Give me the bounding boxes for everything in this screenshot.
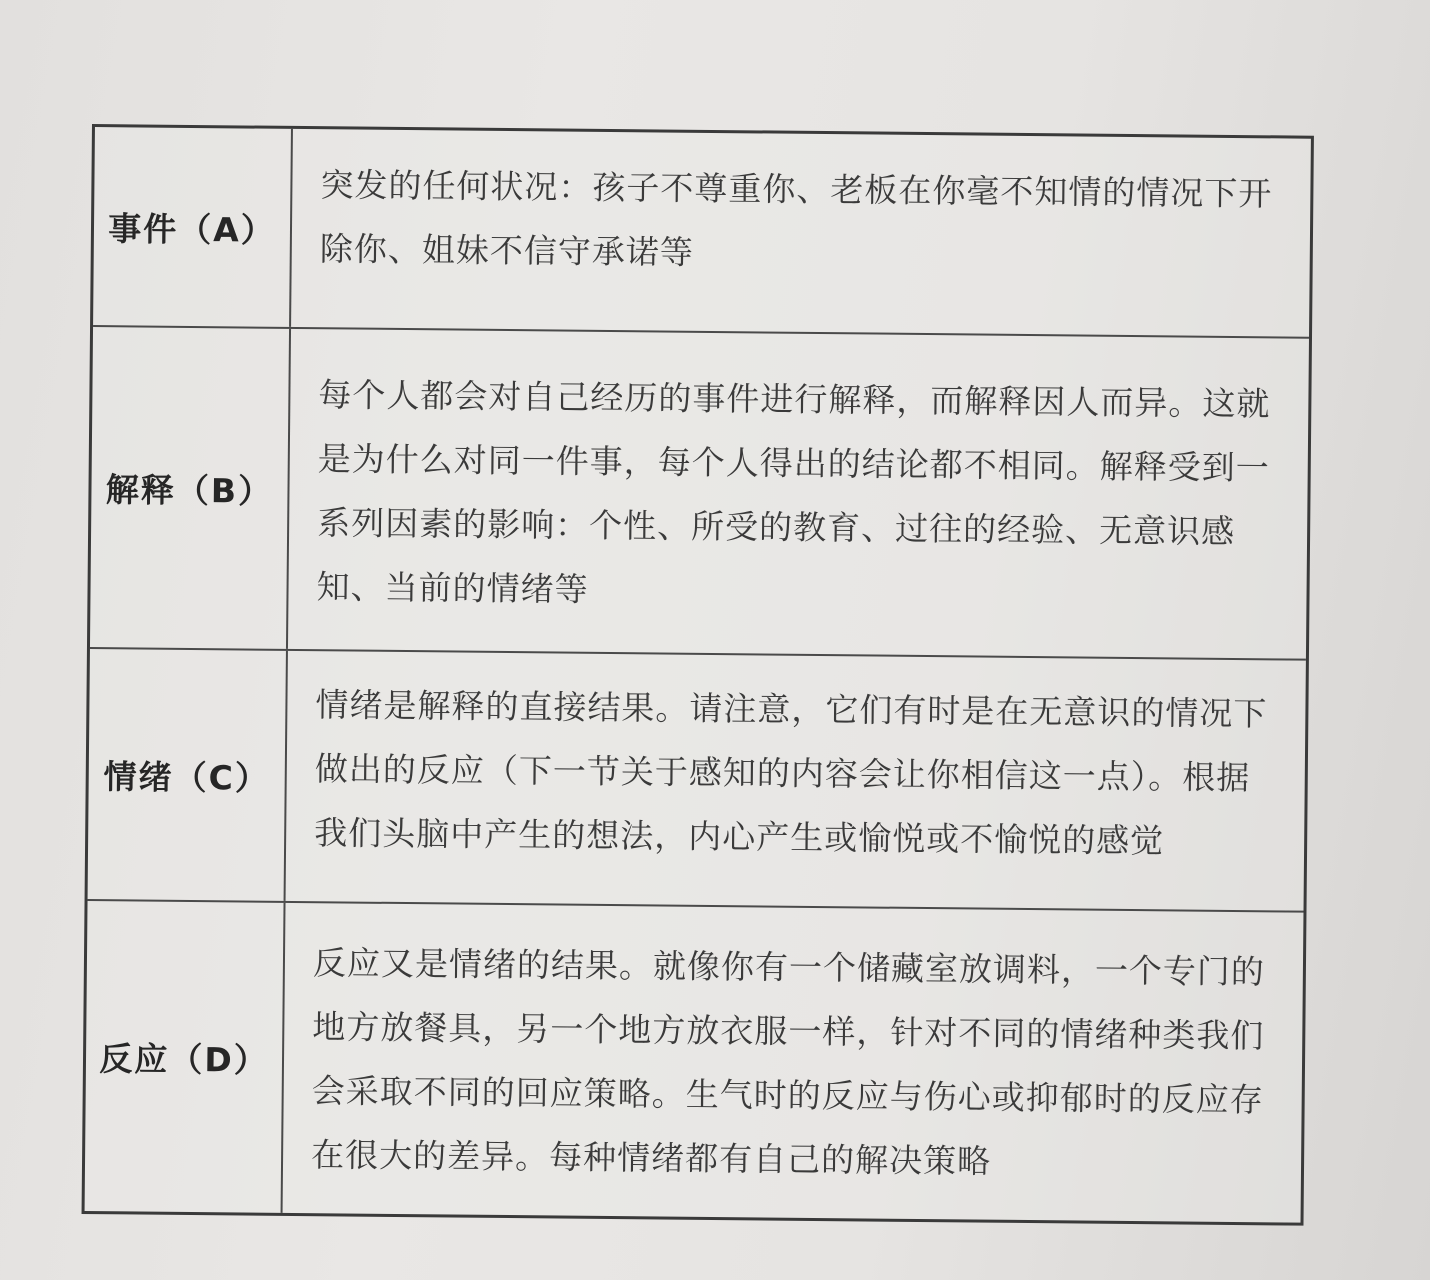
abcd-table (82, 124, 1314, 1226)
row-label-event: 事件（A） (93, 127, 293, 327)
row-text-event: 突发的任何状况：孩子不尊重你、老板在你毫不知情的情况下开除你、姐妹不信守承诺等 (319, 165, 1273, 272)
table-row (85, 901, 1304, 1223)
table-row (88, 649, 1306, 913)
row-text-emotion: 情绪是解释的直接结果。请注意，它们有时是在无意识的情况下做出的反应（下一节关于感知的内容会让你相信这一点）。根据我们头脑中产生的想法，内心产生或愉悦或不愉悦的感觉 (314, 685, 1268, 861)
row-label-emotion: 情绪（C） (88, 649, 288, 901)
table-row (93, 127, 1311, 339)
row-text-reaction: 反应又是情绪的结果。就像你有一个储藏室放调料，一个专门的地方放餐具，另一个地方放衣服一样，针对不同的情绪种类我们会采取不同的回应策略。生气时的反应与伤心或抑郁时的反应存在很大的差异。每种情绪都有自己的解决策略 (310, 943, 1266, 1181)
row-label-interpretation: 解释（B） (90, 327, 291, 649)
row-label-reaction: 反应（D） (85, 901, 286, 1213)
row-text-interpretation: 每个人都会对自己经历的事件进行解释，而解释因人而异。这就是为什么对同一件事，每个人得出的结论都不相同。解释受到一系列因素的影响：个性、所受的教育、过往的经验、无意识感知、当前的情绪等 (316, 375, 1271, 609)
table-row (90, 327, 1309, 661)
